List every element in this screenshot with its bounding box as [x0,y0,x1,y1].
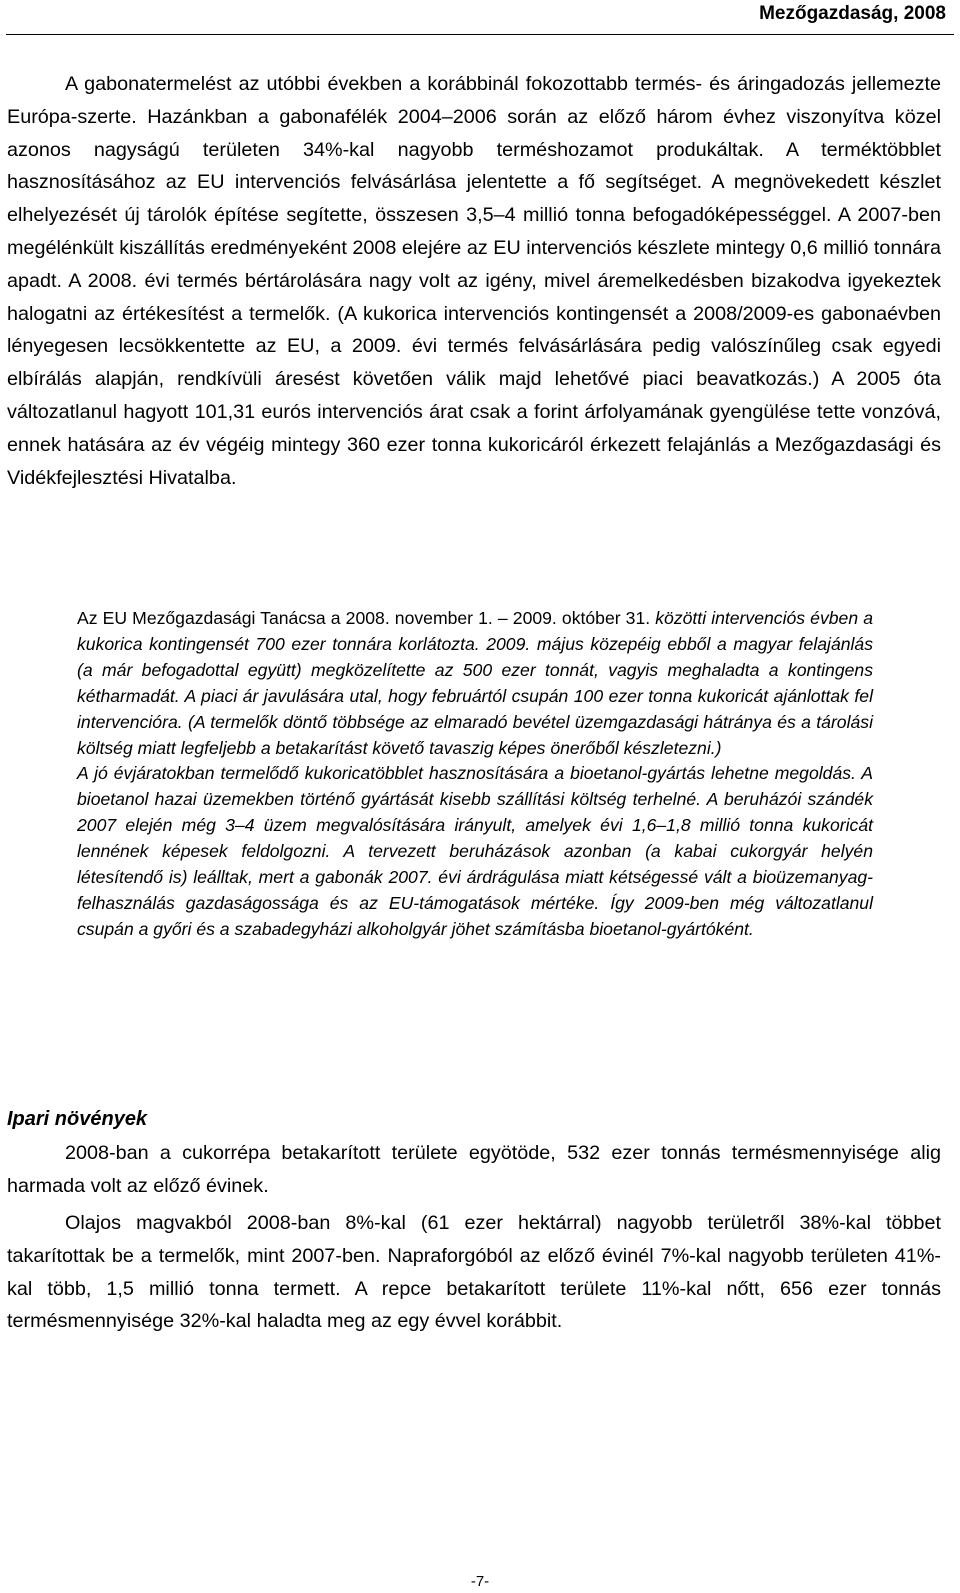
callout-body-text: közötti intervenciós évben a kukorica kontingensét 700 ezer tonnára korlátozta. 2009. május közepéig ebből a magyar felajánlás (a már befogadottal együtt) megközelítette az 500 ezer tonnát, vagyis meghaladta a kontingens kétharmadát. A piaci ár javulására utal, hogy februártól csupán 100 ezer tonna kukoricát ajánlottak fel intervencióra. (A termelők döntő többsége az elmaradó bevétel üzemgazdasági hátránya és a tárolási költség miatt legfeljebb a betakarítást követő tavaszig képes önerőből készletezni.) [77,608,873,758]
running-header-title: Mezőgazdaság, 2008 [759,3,946,24]
callout-box [77,606,873,943]
callout-paragraph-bioethanol: A jó évjáratokban termelődő kukoricatöbblet hasznosítására a bioetanol-gyártás lehetne megoldás. A bioetanol hazai üzemekben történő gyártását kisebb szállítási költség terhelné. A beruházói szándék 2007 elején még 3–4 üzem megvalósítására irányult, amelyek évi 1,6–1,8 millió tonna kukoricát lennének képesek feldolgozni. A tervezett beruházások azonban (a kabai cukorgyár helyén létesítendő is) leálltak, mert a gabonák 2007. évi árdrágulása miatt kétségessé vált a bioüzemanyag-felhasználás gazdaságossága és az EU-támogatások mértéke. Így 2009-ben még változatlanul csupán a győri és a szabadegyházi alkoholgyár jöhet számításba bioetanol-gyártóként. [77,763,873,939]
callout-paragraph-intervention [77,606,873,761]
callout-lead-text: Az EU Mezőgazdasági Tanácsa a 2008. november 1. – 2009. október 31. [77,608,651,628]
paragraph-oilseed: Olajos magvakból 2008-ban 8%-kal (61 ezer hektárral) nagyobb területről 38%-kal többet takarítottak be a termelők, mint 2007-ben. Napraforgóból az előző évinél 7%-kal nagyobb területen 41%-kal több, 1,5 millió tonna termett. A repce betakarított területe 11%-kal nőtt, 656 ezer tonnás termésmennyisége 32%-kal haladta meg az egy évvel korábbit. [7,1212,941,1333]
page-number: -7- [470,1573,490,1590]
paragraph-sugarbeet: 2008-ban a cukorrépa betakarított területe egyötöde, 532 ezer tonnás termésmennyisége alig harmada volt az előző évinek. [7,1142,941,1197]
header-divider [6,34,954,35]
section-heading-industrial-crops: Ipari növények [7,1108,148,1130]
paragraph-grain-production: A gabonatermelést az utóbbi években a korábbinál fokozottabb termés- és áringadozás jellemezte Európa-szerte. Hazánkban a gabonafélék 2004–2006 során az előző három évhez viszonyítva közel azonos nagyságú területen 34%-kal nagyobb terméshozamot produkáltak. A terméktöbblet hasznosításához az EU intervenciós felvásárlása jelentette a fő segítséget. A megnövekedett készlet elhelyezését új tárolók építése segítette, összesen 3,5–4 millió tonna befogadóképességgel. A 2007-ben megélénkült kiszállítás eredményeként 2008 elejére az EU intervenciós készlete mintegy 0,6 millió tonnára apadt. A 2008. évi termés bértárolására nagy volt az igény, mivel áremelkedésben bizakodva igyekeztek halogatni az értékesítést a termelők. (A kukorica intervenciós kontingensét a 2008/2009-es gabonaévben lényegesen lecsökkentette az EU, a 2009. évi termés felvásárlására pedig valószínűleg csak egyedi elbírálás alapján, rendkívüli áresést követően válik majd lehetővé piaci beavatkozás.) A 2005 óta változatlanul hagyott 101,31 eurós intervenciós árat csak a forint árfolyamának gyengülése tette vonzóvá, ennek hatására az év végéig mintegy 360 ezer tonna kukoricáról érkezett felajánlás a Mezőgazdasági és Vidékfejlesztési Hivatalba. [7,73,941,489]
